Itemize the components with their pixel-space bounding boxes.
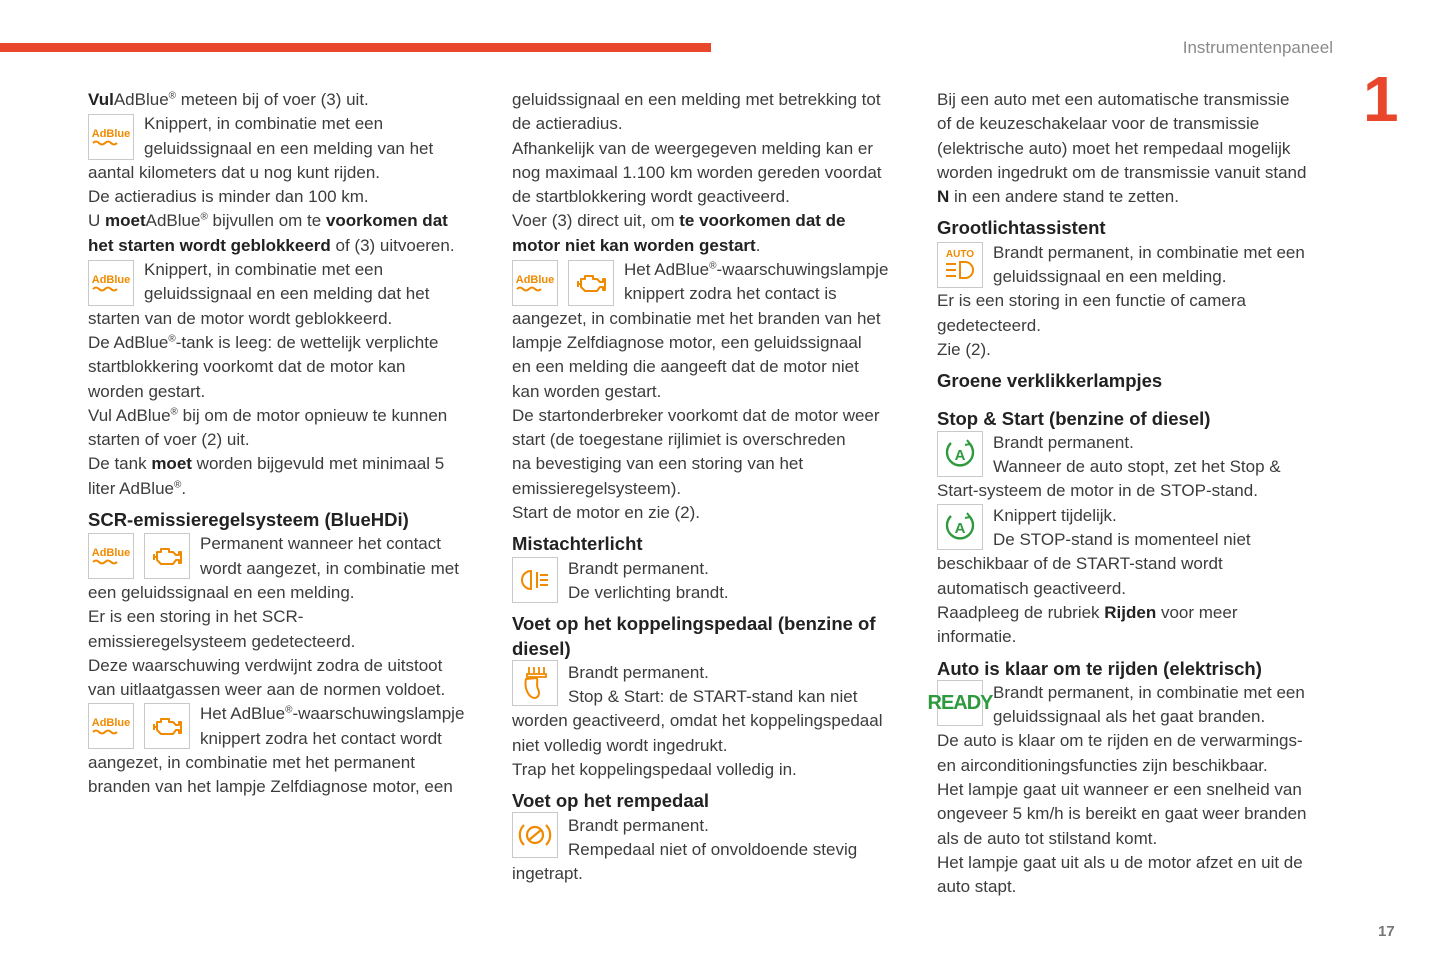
- paragraph-line: geluidssignaal als het gaat branden.: [993, 707, 1266, 727]
- paragraph-line: informatie.: [937, 627, 1017, 647]
- paragraph-line: knippert zodra het contact is: [624, 284, 837, 304]
- svg-text:A: A: [954, 447, 966, 464]
- paragraph-line: Er is een storing in het SCR-: [88, 607, 304, 627]
- paragraph-line: emissieregelsysteem gedetecteerd.: [88, 631, 356, 651]
- rear-fog-light-icon: [512, 557, 558, 603]
- paragraph-line: start (de toegestane rijlimiet is overschreden: [512, 430, 846, 450]
- section-heading: Mistachterlicht: [512, 533, 643, 555]
- engine-diagnosis-icon: [144, 703, 190, 749]
- section-heading: Auto is klaar om te rijden (elektrisch): [937, 657, 1262, 679]
- paragraph-line: starten of voer (2) uit.: [88, 430, 250, 450]
- paragraph-line: liter AdBlue®.: [88, 478, 187, 498]
- section-heading: Stop & Start (benzine of diesel): [937, 407, 1211, 429]
- paragraph-line: de actieradius.: [512, 114, 623, 134]
- paragraph-line: De actieradius is minder dan 100 km.: [88, 187, 369, 207]
- auto-high-beam-icon: AUTO: [937, 242, 983, 288]
- paragraph-line: aangezet, in combinatie met het branden van het: [512, 308, 881, 328]
- adblue-icon: AdBlue: [88, 533, 134, 579]
- paragraph-line: gedetecteerd.: [937, 315, 1041, 335]
- paragraph-line: Knippert tijdelijk.: [993, 505, 1117, 525]
- paragraph-line: geluidssignaal en een melding.: [993, 267, 1227, 287]
- chapter-number: 1: [1363, 63, 1399, 135]
- paragraph-line: Start de motor en zie (2).: [512, 503, 701, 523]
- section-title: Instrumentenpaneel: [1182, 38, 1333, 57]
- paragraph-line: en een melding die aangeeft dat de motor niet: [512, 357, 859, 377]
- paragraph-line: motor niet kan worden gestart.: [512, 235, 761, 255]
- paragraph-line: Wanneer de auto stopt, zet het Stop &: [993, 457, 1281, 477]
- paragraph-line: worden geactiveerd, omdat het koppelingspedaal: [512, 711, 883, 731]
- paragraph-line: als de auto tot stilstand komt.: [937, 828, 1158, 848]
- paragraph-line: geluidssignaal en een melding met betrekking tot: [512, 90, 881, 109]
- paragraph-line: De STOP-stand is momenteel niet: [993, 530, 1251, 550]
- column-2: [512, 88, 912, 887]
- paragraph-line: Bij een auto met een automatische transmissie: [937, 90, 1290, 109]
- paragraph-line: emissieregelsysteem).: [512, 478, 682, 498]
- paragraph-line: geluidssignaal en een melding van het: [144, 138, 434, 158]
- paragraph-line: ongeveer 5 km/h is bereikt en gaat weer branden: [937, 804, 1307, 824]
- engine-diagnosis-icon: [144, 533, 190, 579]
- paragraph-line: VulAdBlue® meteen bij of voer (3) uit.: [88, 90, 369, 109]
- paragraph-line: U moetAdBlue® bijvullen om te voorkomen dat: [88, 211, 448, 231]
- engine-diagnosis-icon: [568, 260, 614, 306]
- paragraph-line: De auto is klaar om te rijden en de verwarmings-: [937, 731, 1303, 751]
- paragraph-line: en airconditioningsfuncties zijn beschikbaar.: [937, 755, 1268, 775]
- paragraph-line: Raadpleeg de rubriek Rijden voor meer: [937, 602, 1238, 622]
- paragraph-line: De AdBlue®-tank is leeg: de wettelijk verplichte: [88, 332, 439, 352]
- paragraph-line: ingetrapt.: [512, 864, 583, 884]
- paragraph-line: Zie (2).: [937, 339, 991, 359]
- paragraph-line: De tank moet worden bijgevuld met minimaal 5: [88, 454, 445, 474]
- clutch-pedal-foot-icon: [512, 660, 558, 706]
- column-1: [88, 88, 488, 800]
- paragraph-line: De startonderbreker voorkomt dat de motor weer: [512, 405, 880, 425]
- section-heading: Voet op het rempedaal: [512, 790, 710, 812]
- paragraph-line: Het lampje gaat uit als u de motor afzet en uit de: [937, 852, 1303, 872]
- paragraph-line: auto stapt.: [937, 877, 1017, 897]
- paragraph-line: Het lampje gaat uit wanneer er een snelheid van: [937, 780, 1302, 800]
- paragraph-line: Vul AdBlue® bij om de motor opnieuw te kunnen: [88, 405, 448, 425]
- stop-start-icon: [937, 504, 983, 550]
- paragraph-line: Voer (3) direct uit, om te voorkomen dat de: [512, 211, 846, 231]
- paragraph-line: Brandt permanent.: [568, 815, 709, 835]
- paragraph-line: wordt aangezet, in combinatie met: [200, 558, 459, 578]
- paragraph-line: Brandt permanent.: [993, 432, 1134, 452]
- paragraph-line: Er is een storing in een functie of camera: [937, 291, 1246, 311]
- paragraph-line: geluidssignaal en een melding dat het: [144, 284, 430, 304]
- paragraph-line: starten van de motor wordt geblokkeerd.: [88, 308, 393, 328]
- paragraph-line: (elektrische auto) moet het rempedaal mogelijk: [937, 138, 1291, 158]
- section-heading: Grootlichtassistent: [937, 217, 1106, 239]
- paragraph-line: of de keuzeschakelaar voor de transmissie: [937, 114, 1260, 134]
- paragraph-line: Rempedaal niet of onvoldoende stevig: [568, 839, 858, 859]
- paragraph-line: de startblokkering wordt geactiveerd.: [512, 187, 790, 207]
- paragraph-line: Brandt permanent.: [568, 558, 709, 578]
- paragraph-line: aangezet, in combinatie met het permanent: [88, 753, 415, 773]
- column-3: [937, 88, 1337, 900]
- paragraph-line: Het AdBlue®-waarschuwingslampje: [624, 260, 889, 280]
- paragraph-line: nog maximaal 1.100 km worden gereden voordat: [512, 162, 882, 182]
- paragraph-line: Trap het koppelingspedaal volledig in.: [512, 760, 797, 780]
- paragraph-line: branden van het lampje Zelfdiagnose motor, een: [88, 777, 453, 797]
- paragraph-line: aantal kilometers dat u nog kunt rijden.: [88, 162, 381, 182]
- paragraph-line: Brandt permanent, in combinatie met een: [993, 682, 1305, 702]
- page-number: 17: [1378, 923, 1395, 940]
- adblue-icon: AdBlue: [512, 260, 558, 306]
- paragraph-line: worden ingedrukt om de transmissie vanuit stand: [937, 162, 1307, 182]
- section-heading: Groene verklikkerlampjes: [937, 370, 1163, 392]
- paragraph-line: Brandt permanent.: [568, 662, 709, 682]
- stop-start-icon: [937, 431, 983, 477]
- paragraph-line: lampje Zelfdiagnose motor, een geluidssignaal: [512, 332, 862, 352]
- paragraph-line: Deze waarschuwing verdwijnt zodra de uitstoot: [88, 655, 443, 675]
- paragraph-line: knippert zodra het contact wordt: [200, 728, 442, 748]
- adblue-icon: AdBlue: [88, 114, 134, 160]
- paragraph-line: na bevestiging van een storing van het: [512, 454, 804, 474]
- paragraph-line: Knippert, in combinatie met een: [144, 114, 384, 134]
- paragraph-line: een geluidssignaal en een melding.: [88, 582, 355, 602]
- paragraph-line: Knippert, in combinatie met een: [144, 260, 384, 280]
- section-heading: SCR-emissieregelsysteem (BlueHDi): [88, 509, 409, 531]
- header-accent-bar: [0, 43, 711, 52]
- adblue-icon: AdBlue: [88, 703, 134, 749]
- section-heading: diesel): [512, 637, 571, 659]
- section-heading: Voet op het koppelingspedaal (benzine of: [512, 613, 876, 635]
- paragraph-line: Brandt permanent, in combinatie met een: [993, 242, 1305, 262]
- paragraph-line: het starten wordt geblokkeerd of (3) uitvoeren.: [88, 235, 455, 255]
- brake-pedal-icon: [512, 812, 558, 858]
- paragraph-line: startblokkering voorkomt dat de motor kan: [88, 357, 406, 377]
- paragraph-line: Afhankelijk van de weergegeven melding kan er: [512, 138, 874, 158]
- paragraph-line: worden gestart.: [88, 381, 206, 401]
- paragraph-line: Het AdBlue®-waarschuwingslampje: [200, 704, 465, 724]
- ready-icon: READY: [937, 680, 983, 726]
- svg-text:A: A: [954, 520, 966, 537]
- paragraph-line: automatisch geactiveerd.: [937, 578, 1126, 598]
- adblue-icon: AdBlue: [88, 260, 134, 306]
- paragraph-line: Stop & Start: de START-stand kan niet: [568, 687, 858, 707]
- paragraph-line: beschikbaar of de START-stand wordt: [937, 554, 1223, 574]
- paragraph-line: kan worden gestart.: [512, 381, 662, 401]
- paragraph-line: Permanent wanneer het contact: [200, 534, 441, 554]
- paragraph-line: niet volledig wordt ingedrukt.: [512, 735, 728, 755]
- paragraph-line: Start-systeem de motor in de STOP-stand.: [937, 481, 1258, 501]
- paragraph-line: N in een andere stand te zetten.: [937, 187, 1179, 207]
- paragraph-line: van uitlaatgassen weer aan de normen voldoet.: [88, 680, 446, 700]
- paragraph-line: De verlichting brandt.: [568, 582, 729, 602]
